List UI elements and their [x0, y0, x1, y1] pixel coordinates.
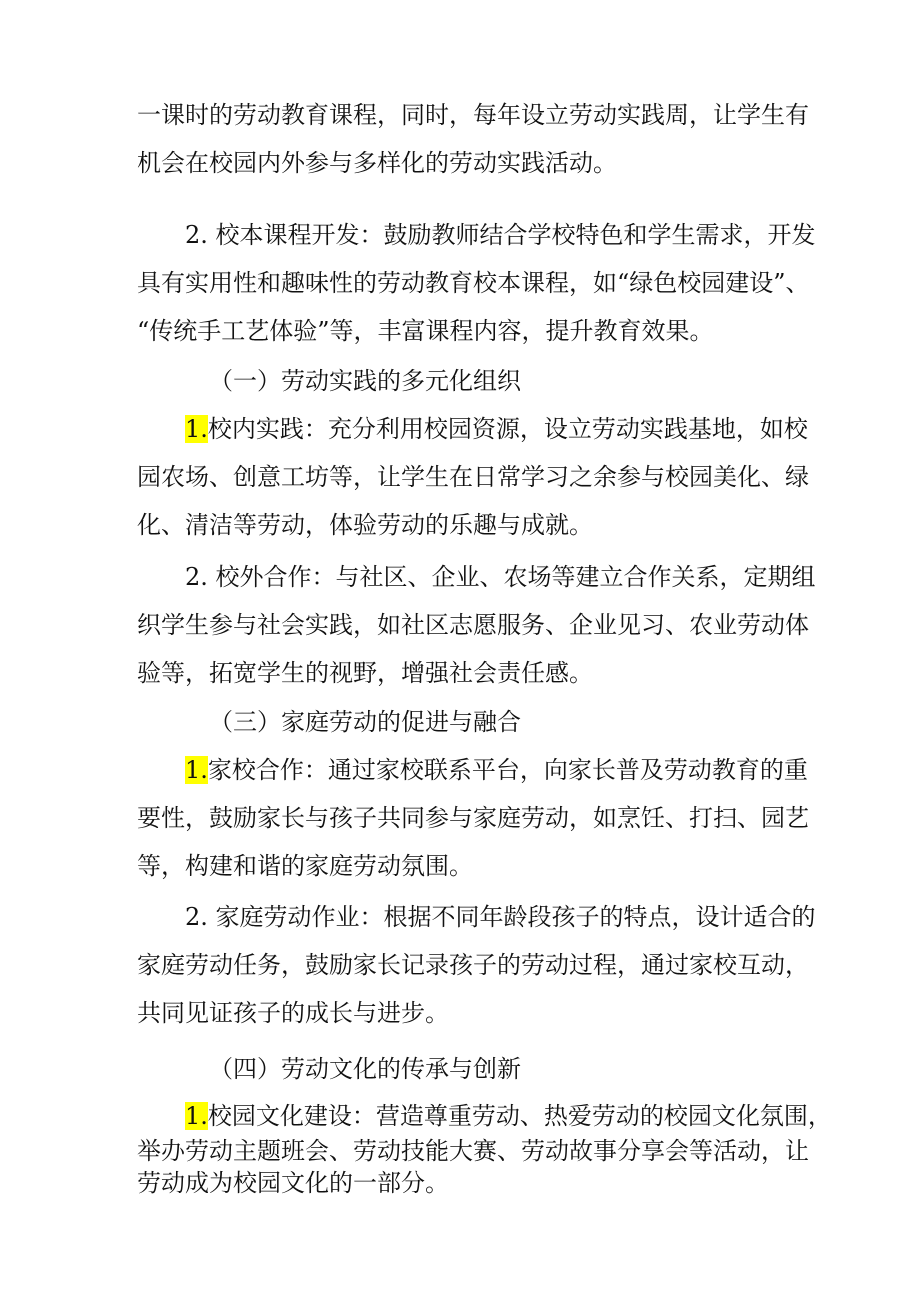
paragraph-intro-line-2: 机会在校园内外参与多样化的劳动实践活动。 — [137, 149, 617, 177]
paragraph-homework-line-1: 2. 家庭劳动作业：根据不同年龄段孩子的特点，设计适合的 — [185, 903, 816, 931]
paragraph-home-school-text: 家校合作：通过家校联系平台，向家长普及劳动教育的重 — [207, 756, 808, 784]
paragraph-home-school-line-1 — [185, 753, 808, 787]
highlighted-list-marker: 1. — [185, 1102, 208, 1130]
highlighted-list-marker: 1. — [185, 756, 208, 784]
paragraph-homework-line-2: 家庭劳动任务，鼓励家长记录孩子的劳动过程，通过家校互动， — [137, 951, 809, 979]
paragraph-outside-line-2: 织学生参与社会实践，如社区志愿服务、企业见习、农业劳动体 — [137, 611, 809, 639]
paragraph-campus-line-2: 园农场、创意工坊等，让学生在日常学习之余参与校园美化、绿 — [137, 463, 809, 491]
paragraph-outside-line-1: 2. 校外合作：与社区、企业、农场等建立合作关系，定期组 — [185, 563, 816, 591]
paragraph-school-course-line-3: “传统手工艺体验”等，丰富课程内容，提升教育效果。 — [137, 317, 714, 345]
paragraph-school-course-line-1: 2. 校本课程开发：鼓励教师结合学校特色和学生需求，开发 — [185, 221, 816, 249]
paragraph-campus-line-3: 化、清洁等劳动，体验劳动的乐趣与成就。 — [137, 511, 593, 539]
paragraph-home-school-line-2: 要性，鼓励家长与孩子共同参与家庭劳动，如烹饪、打扫、园艺 — [137, 804, 809, 832]
paragraph-campus-line-1 — [185, 412, 808, 446]
paragraph-culture-line-3: 劳动成为校园文化的一部分。 — [137, 1169, 449, 1197]
paragraph-home-school-line-3: 等，构建和谐的家庭劳动氛围。 — [137, 852, 473, 880]
section-heading-family-labor: （三）家庭劳动的促进与融合 — [209, 708, 521, 736]
section-heading-labor-culture: （四）劳动文化的传承与创新 — [209, 1055, 521, 1083]
paragraph-outside-line-3: 验等，拓宽学生的视野，增强社会责任感。 — [137, 659, 593, 687]
paragraph-school-course-line-2: 具有实用性和趣味性的劳动教育校本课程，如“绿色校园建设”、 — [137, 269, 810, 297]
paragraph-intro-line-1: 一课时的劳动教育课程，同时，每年设立劳动实践周，让学生有 — [137, 101, 809, 129]
paragraph-culture-text: 校园文化建设：营造尊重劳动、热爱劳动的校园文化氛围， — [207, 1102, 832, 1130]
paragraph-culture-line-1 — [185, 1099, 832, 1133]
highlighted-list-marker: 1. — [185, 415, 208, 443]
paragraph-homework-line-3: 共同见证孩子的成长与进步。 — [137, 999, 449, 1027]
paragraph-culture-line-2: 举办劳动主题班会、劳动技能大赛、劳动故事分享会等活动，让 — [137, 1137, 809, 1165]
section-heading-diversified-practice: （一）劳动实践的多元化组织 — [209, 367, 521, 395]
paragraph-campus-text: 校内实践：充分利用校园资源，设立劳动实践基地，如校 — [207, 415, 808, 443]
